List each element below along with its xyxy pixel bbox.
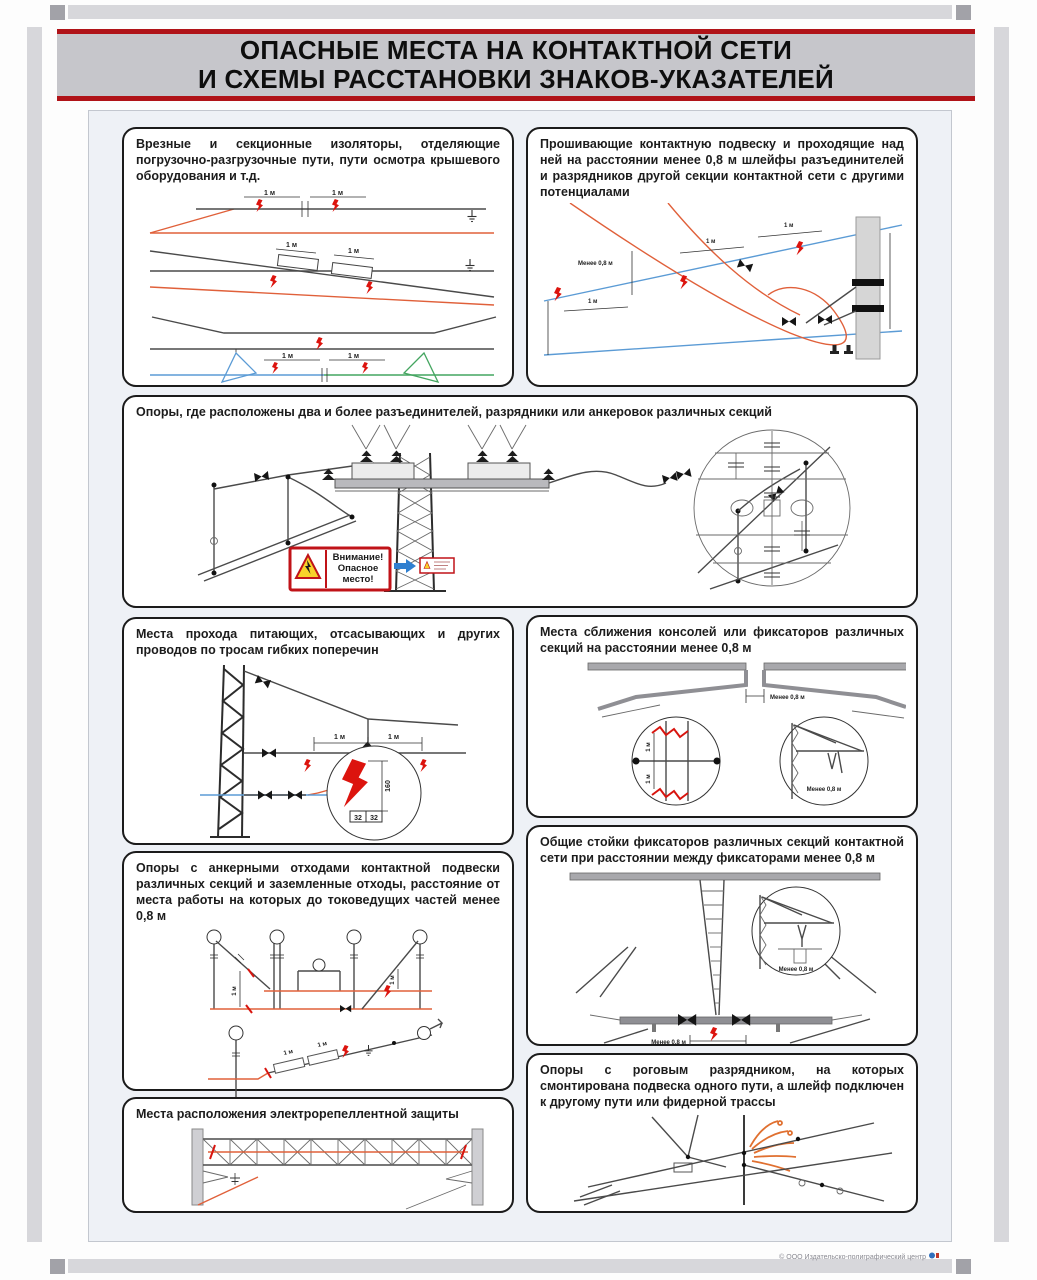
insulator-icon (255, 675, 271, 688)
dim-label: 32 (354, 814, 362, 822)
frame-corner-tl (50, 5, 65, 20)
p2-dimensions (564, 223, 822, 311)
loops-diagram (540, 203, 906, 365)
horn-arrester-diagram (540, 1113, 906, 1207)
lightning-bolt-icon (272, 362, 278, 374)
disconnector-icon (390, 450, 403, 462)
cross-span-diagram (136, 661, 502, 843)
p6-side-wires (576, 947, 876, 1043)
lightning-bolt-icon (270, 275, 277, 288)
dim-label: 1 м (348, 247, 360, 255)
p4-detail-circle (327, 746, 421, 840)
dim-label: 1 м (317, 1040, 328, 1049)
top-beam (570, 873, 880, 880)
panel-console-caption: Места сближения консолей или фиксаторов различных секций на расстоянии менее 0,8 м (540, 625, 904, 655)
frame-corner-tr (956, 5, 971, 20)
panel-common-stands-caption: Общие стойки фиксаторов различных секций контактной сети при расстоянии между фиксаторами менее 0,8 м (540, 835, 904, 865)
p7-top-sub (207, 930, 432, 1013)
anchor-branches-diagram (136, 927, 502, 1113)
poster-title-line1: ОПАСНЫЕ МЕСТА НА КОНТАКТНОЙ СЕТИ (239, 34, 793, 65)
lightning-bolt-icon (256, 199, 263, 212)
disconnector-icon (506, 450, 519, 462)
frame-strip-left (27, 27, 42, 1242)
lightning-bolt-icon (362, 362, 368, 374)
p9-wires (574, 1123, 892, 1205)
frame-strip-bottom (68, 1259, 952, 1273)
insulator-icon (737, 259, 753, 272)
panel-console-proximity (526, 615, 918, 818)
panel-anchor-branches (122, 851, 514, 1091)
panel-anchor-caption: Опоры с анкерными отходами контактной подвески различных секций и заземленные отходы, расстояние от места работы на которых до токоведущих частей менее 0,8 м (136, 861, 500, 923)
lightning-bolt-icon (304, 759, 311, 772)
p2-wires (544, 203, 902, 355)
ground-icon (468, 210, 477, 222)
insulator-icon (676, 468, 692, 480)
dim-label: 160 (385, 779, 392, 792)
frame-strip-top (68, 5, 952, 19)
panel-poles-caption: Опоры, где расположены два и более разъединителей, разрядники или анкеровок различных секций (136, 405, 772, 419)
dim-label: Менее 0,8 м (770, 694, 805, 701)
panel-common-stands (526, 825, 918, 1046)
common-stands-diagram (540, 869, 906, 1045)
p6-stays (700, 880, 724, 1015)
warning-text-1: Внимание! (332, 551, 383, 563)
publisher-logo-icon (928, 1251, 940, 1260)
panel-horn-arrester-caption: Опоры с роговым разрядником, на которых смонтирована подвеска одного пути, а шлейф подключен к другому пути или фидерной трассы (540, 1063, 904, 1109)
console-proximity-diagram (540, 659, 906, 809)
dim-label: 1 м (646, 742, 652, 752)
insulators-diagram (136, 187, 502, 385)
dim-label: 1 м (784, 222, 794, 229)
p6-detail-circle (752, 887, 840, 975)
insulator-icon (782, 317, 796, 326)
p7-bottom-sub (208, 1019, 442, 1107)
warning-sign (290, 548, 454, 590)
p5-consoles (588, 663, 906, 718)
p1-sub-middle (150, 242, 494, 305)
dim-label: 1 м (348, 352, 360, 360)
dim-label: 1 м (390, 974, 396, 985)
p1-sub-bottom (150, 317, 496, 382)
p6-bottom-beam (590, 1014, 862, 1045)
panel-cross-span-caption: Места прохода питающих, отсасывающих и других проводов по тросам гибких поперечин (136, 627, 500, 657)
poster-title-line2: И СХЕМЫ РАССТАНОВКИ ЗНАКОВ-УКАЗАТЕЛЕЙ (198, 64, 834, 94)
dim-label: 1 м (283, 1048, 294, 1057)
warning-text-3: место! (342, 573, 373, 585)
p8-right-assembly (406, 1171, 472, 1209)
anchor-triangle-green (404, 353, 438, 382)
dim-label: 1 м (334, 733, 346, 741)
crossarm (335, 479, 549, 488)
pole-left (192, 1129, 203, 1205)
p3-detail-circle (694, 430, 850, 586)
insulator-icon (258, 790, 272, 799)
insulator-icon (262, 748, 276, 757)
panel-loops-caption: Прошивающие контактную подвеску и проходящие над ней на расстоянии менее 0,8 м шлейфы разъединителей и разрядников другой секции контактной сети с другими потенциалами (540, 137, 904, 199)
panel-electrorepellent (122, 1097, 514, 1213)
dim-label: Менее 0,8 м (651, 1039, 686, 1045)
pole-right (472, 1129, 483, 1205)
dim-label: 1 м (232, 985, 238, 996)
footer-credit (640, 1251, 940, 1261)
anchor-triangle-blue (222, 353, 256, 382)
panel-horn-arrester (526, 1053, 918, 1213)
dim-label: 1 м (282, 352, 294, 360)
frame-strip-right (994, 27, 1009, 1242)
panel-insulators-caption: Врезные и секционные изоляторы, отделяющие погрузочно-разгрузочные пути, пути осмотра крышевого оборудования и т.д. (136, 137, 500, 183)
p3-right-group (698, 447, 838, 589)
disconnector-icon (542, 468, 555, 480)
truss (203, 1139, 472, 1165)
panel-cross-span (122, 617, 514, 845)
p8-left-assembly (198, 1171, 258, 1205)
dim-label: 1 м (588, 298, 598, 305)
p5-circle-wires (632, 717, 721, 805)
lightning-bolt-icon (680, 275, 688, 289)
frame-corner-br (956, 1259, 971, 1274)
dim-label: 1 м (388, 733, 400, 741)
rail-marks (830, 345, 853, 354)
title-band (57, 34, 975, 96)
panel-poles-disconnectors (122, 395, 918, 608)
footer-credit-text: © ООО Издательско-полиграфический центр (779, 1254, 927, 1261)
panel-insulators (122, 127, 514, 387)
lightning-bolt-icon (366, 281, 373, 294)
header-red-rule-bottom (57, 96, 975, 101)
insulator-icon (662, 472, 678, 484)
frame-corner-bl (50, 1259, 65, 1274)
disconnector-icon (360, 450, 373, 462)
dim-label: Менее 0,8 м (806, 786, 842, 793)
panel-electrorepellent-caption: Места расположения электрорепеллентной защиты (136, 1107, 459, 1121)
p4-mast (210, 665, 250, 837)
p2-pole (806, 217, 884, 359)
dim-label: 1 м (286, 241, 298, 249)
insulator-ring (837, 1188, 843, 1194)
dim-label: 1 м (646, 774, 652, 784)
dim-label: 1 м (332, 189, 344, 197)
p5-circle-fixator (780, 717, 868, 805)
insulator-icon (288, 790, 302, 799)
dim-label: 1 м (264, 189, 276, 197)
ground-icon (466, 259, 475, 271)
electrorepellent-diagram (136, 1125, 502, 1211)
poles-diagram (138, 423, 903, 601)
lightning-bolt-icon (332, 199, 339, 212)
dim-label: 1 м (706, 238, 716, 245)
insulator-ring (799, 1180, 805, 1186)
upper-wires (352, 425, 526, 449)
p1-sub-top (150, 190, 494, 233)
lightning-bolt-icon (420, 759, 427, 772)
dim-label: Менее 0,8 м (578, 260, 613, 267)
panel-loops (526, 127, 918, 387)
lightning-bolt-icon (316, 337, 323, 350)
lightning-bolt-icon (710, 1027, 718, 1041)
insulator-icon (818, 315, 832, 324)
dim-label: 32 (370, 814, 378, 822)
lightning-bolt-icon (796, 241, 804, 255)
dim-label: Менее 0,8 м (778, 966, 814, 973)
warning-text-2: Опасное (337, 562, 378, 574)
disconnector-icon (476, 450, 489, 462)
